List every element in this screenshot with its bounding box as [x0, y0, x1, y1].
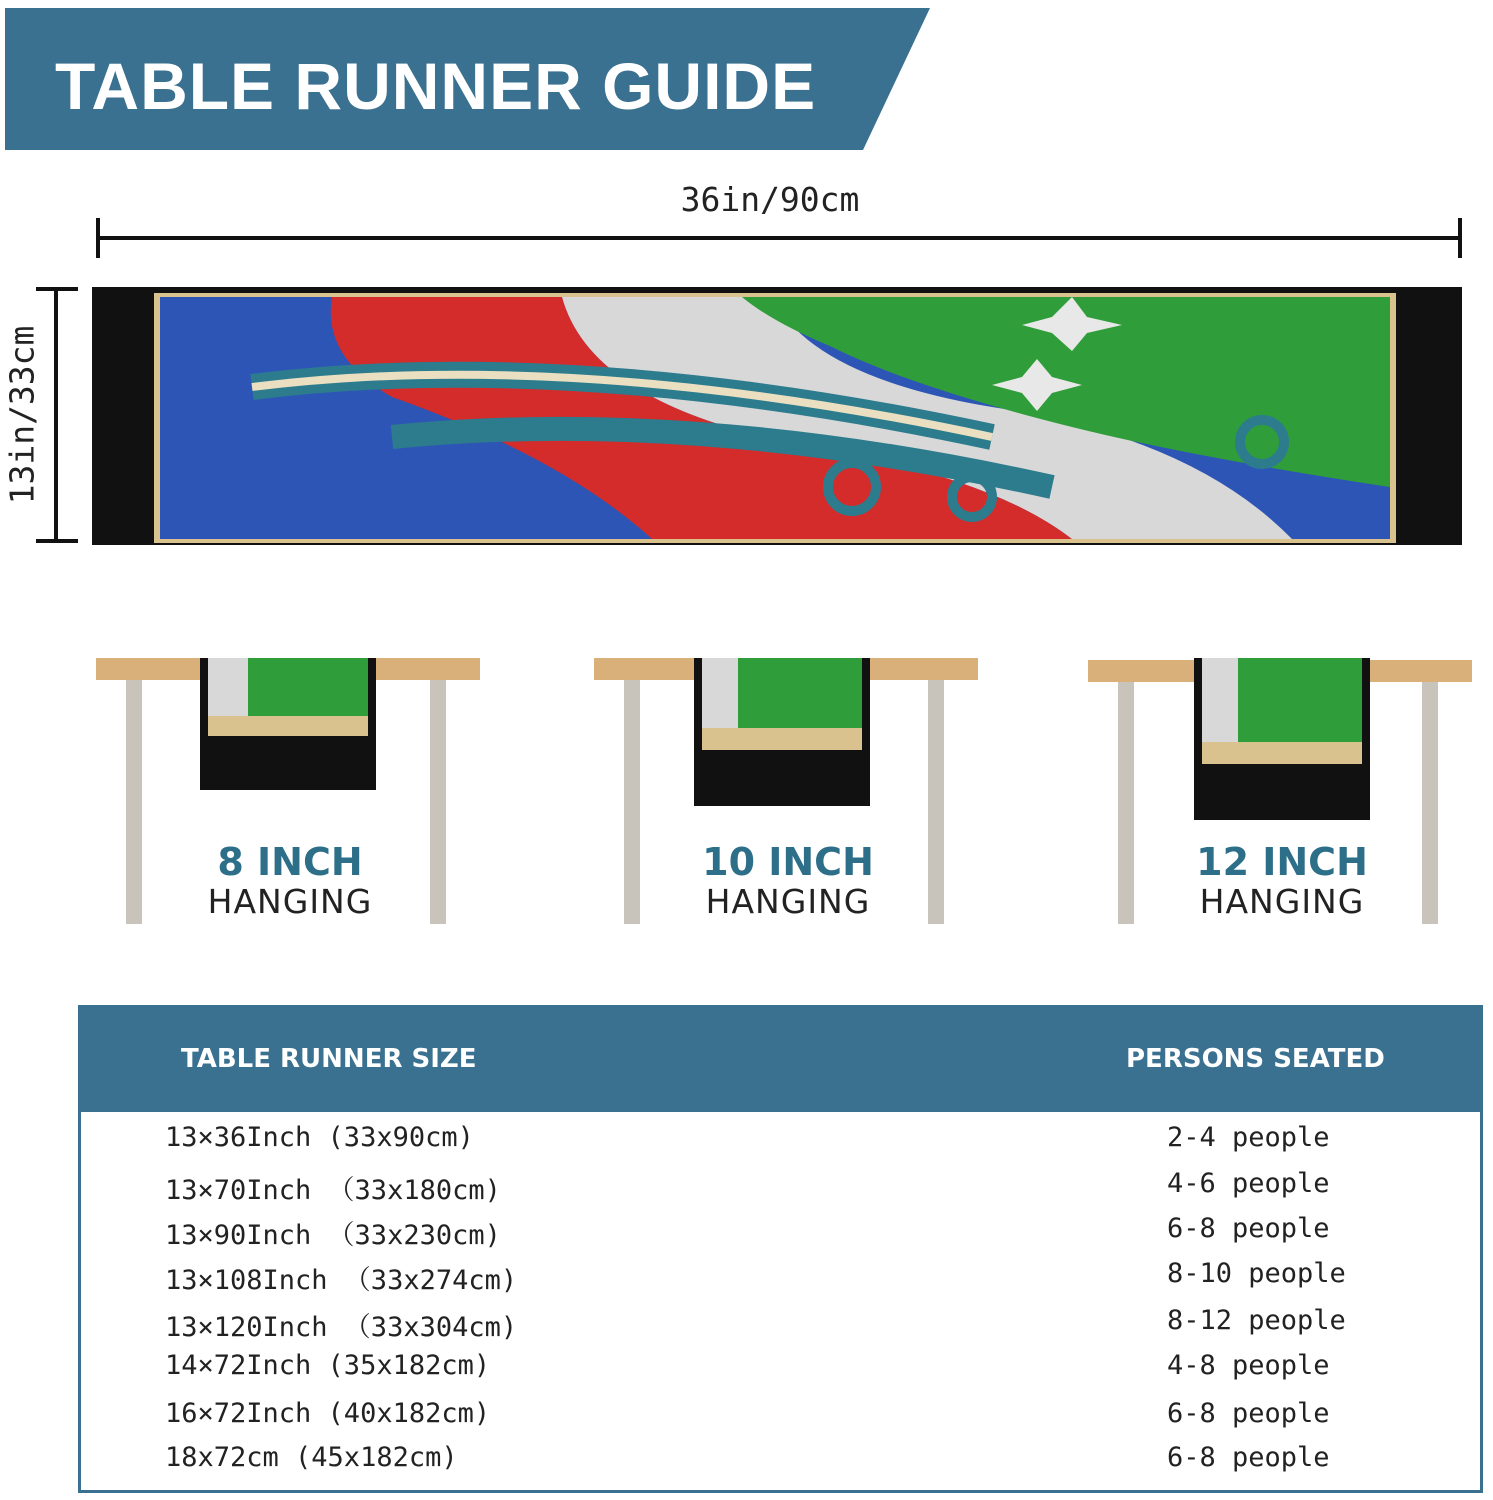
hanging-amount: 10 INCH [702, 840, 874, 884]
page-title: TABLE RUNNER GUIDE [55, 49, 817, 123]
size-table-header [81, 1008, 1480, 1112]
table-row [81, 1305, 1480, 1349]
table-row [81, 1168, 1480, 1212]
hanging-word: HANGING [207, 882, 373, 921]
hanging-word: HANGING [1199, 882, 1365, 921]
column-header-persons: PERSONS SEATED [1126, 1044, 1385, 1074]
size-cell: 13×36Inch (33x90cm) [165, 1122, 474, 1153]
hanging-diagram-12 [1082, 600, 1482, 940]
table-row [81, 1442, 1480, 1486]
persons-cell: 6-8 people [1167, 1442, 1330, 1473]
size-cell: 18x72cm (45x182cm) [165, 1442, 458, 1473]
table-row [81, 1350, 1480, 1394]
hanging-diagram-10 [588, 600, 988, 940]
persons-cell: 2-4 people [1167, 1122, 1330, 1153]
size-cell: 16×72Inch (40x182cm) [165, 1398, 491, 1429]
table-runner-image [92, 287, 1462, 545]
persons-cell: 6-8 people [1167, 1398, 1330, 1429]
size-table [78, 1005, 1483, 1493]
size-cell: 13×70Inch （33x180cm) [165, 1175, 501, 1206]
hanging-amount: 8 INCH [217, 840, 363, 884]
column-header-size: TABLE RUNNER SIZE [181, 1044, 477, 1074]
size-cell: 13×108Inch （33x274cm) [165, 1265, 518, 1296]
size-cell: 13×120Inch （33x304cm) [165, 1312, 518, 1343]
persons-cell: 8-12 people [1167, 1305, 1346, 1336]
persons-cell: 8-10 people [1167, 1258, 1346, 1289]
table-row [81, 1398, 1480, 1442]
table-row [81, 1213, 1480, 1257]
hanging-word: HANGING [705, 882, 871, 921]
persons-cell: 4-8 people [1167, 1350, 1330, 1381]
width-dimension-line [90, 210, 1470, 262]
title-banner [5, 8, 930, 150]
persons-cell: 4-6 people [1167, 1168, 1330, 1199]
hanging-amount: 12 INCH [1196, 840, 1368, 884]
height-dimension-label: 13in/33cm [2, 325, 42, 505]
table-row [81, 1122, 1480, 1166]
size-cell: 13×90Inch （33x230cm) [165, 1220, 501, 1251]
persons-cell: 6-8 people [1167, 1213, 1330, 1244]
width-dimension-label: 36in/90cm [680, 180, 860, 219]
hanging-diagram-8 [90, 600, 490, 940]
table-row [81, 1258, 1480, 1302]
size-cell: 14×72Inch (35x182cm) [165, 1350, 491, 1381]
